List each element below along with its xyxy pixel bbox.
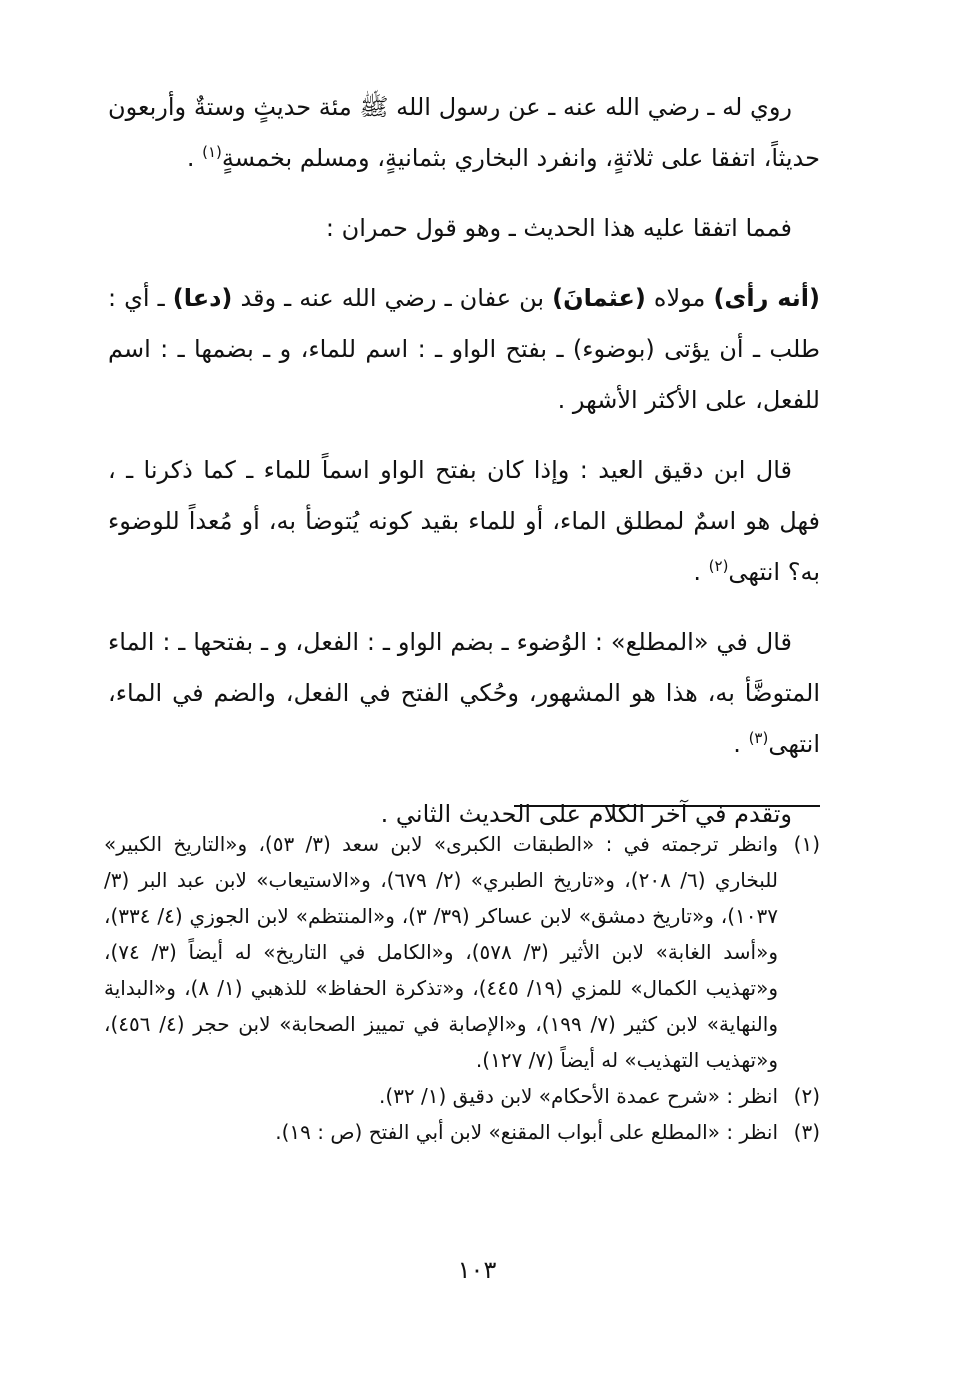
hadith-phrase: (دعا) [172, 284, 233, 312]
footnote-ref-3: (٣) [748, 729, 769, 747]
paragraph-text: ـ أي : طلب ـ أن يؤتى (بوضوء) ـ بفتح الواو ـ : اسم للماء، و ـ بضمها ـ : اسم للفعل، على الأكثر الأشهر . [108, 284, 820, 414]
paragraph-text: روي له ـ رضي الله عنه ـ عن رسول الله ﷺ مئة حديثٍ وستةٌ وأربعون حديثاً، اتفقا على ثلاثةٍ، وانفرد البخاري بثمانيةٍ، ومسلم بخمسةٍ [108, 93, 820, 172]
paragraph-end: . [693, 558, 709, 586]
paragraph-mutli [108, 617, 820, 770]
footnote-item [104, 1114, 820, 1150]
footnote-number: (١) [793, 832, 820, 856]
page-number: ١٠٣ [457, 1256, 497, 1284]
footnote-text: وانظر ترجمته في : «الطبقات الكبرى» لابن سعد (٣/ ٥٣)، و«التاريخ الكبير» للبخاري (٦/ ٢٠٨)، و«تاريخ الطبري» (٢/ ٦٧٩)، و«الاستيعاب» لابن عبد البر (٣/ ١٠٣٧)، و«تاريخ دمشق» لابن عساكر (٣٩/ ٣)، و«المنتظم» لابن الجوزي (٤/ ٣٣٤)، و«أسد الغابة» لابن الأثير (٣/ ٥٧٨)، و«الكامل في التاريخ» له أيضاً (٣/ ٧٤)، و«تهذيب الكمال» للمزي (١٩/ ٤٤٥)، و«تذكرة الحفاظ» للذهبي (١/ ٨)، و«البداية والنهاية» لابن كثير (٧/ ١٩٩)، و«الإصابة في تمييز الصحابة» لابن حجر (٤/ ٤٥٦)، و«تهذيب التهذيب» له أيضاً (٧/ ١٢٧). [104, 832, 778, 1072]
hadith-phrase: (أنه رأى) [713, 284, 820, 312]
paragraph-intro [108, 203, 820, 254]
paragraph-text: وتقدم في آخر الكلام على الحديث الثاني . [380, 800, 792, 828]
paragraph-text: فمما اتفقا عليه هذا الحديث ـ وهو قول حمران : [325, 214, 792, 242]
footnote-number: (٢) [793, 1084, 820, 1108]
footnote-ref-1: (١) [202, 143, 222, 161]
footnote-ref-2: (٢) [708, 557, 729, 575]
paragraph-hadith [108, 273, 820, 426]
footnote-text: انظر : «المطلع على أبواب المقنع» لابن أبي الفتح (ص : ١٩). [275, 1120, 778, 1144]
paragraph-narrations [108, 82, 820, 184]
paragraph-text: مولاه [645, 284, 714, 312]
footnotes [104, 826, 820, 1150]
paragraph-text: قال ابن دقيق العيد : وإذا كان بفتح الواو اسماً للماء ـ كما ذكرنا ـ ، فهل هو اسمٌ لمطلق الماء، أو للماء بقيد كونه يُتوضأ به، أو مُعداً للوضوء به؟ انتهى [108, 456, 820, 586]
footnote-divider [514, 805, 820, 807]
main-text [108, 82, 820, 859]
hadith-phrase: (عثمانَ) [552, 284, 646, 312]
footnote-item [104, 1078, 820, 1114]
paragraph-end: . [733, 730, 749, 758]
paragraph-ibn-daqiq [108, 445, 820, 598]
paragraph-text: قال في «المطلع» : الوُضوء ـ بضم الواو ـ : الفعل، و ـ بفتحها ـ : الماء المتوضَّأ به، هذا هو المشهور، وحُكي الفتح في الفعل، والضم في الماء، انتهى [108, 628, 820, 758]
footnote-text: انظر : «شرح عمدة الأحكام» لابن دقيق (١/ ٣٢). [379, 1084, 778, 1108]
footnote-item [104, 826, 820, 1078]
paragraph-end: . [186, 144, 203, 172]
footnote-number: (٣) [793, 1120, 820, 1144]
paragraph-text: بن عفان ـ رضي الله عنه ـ وقد [232, 284, 553, 312]
